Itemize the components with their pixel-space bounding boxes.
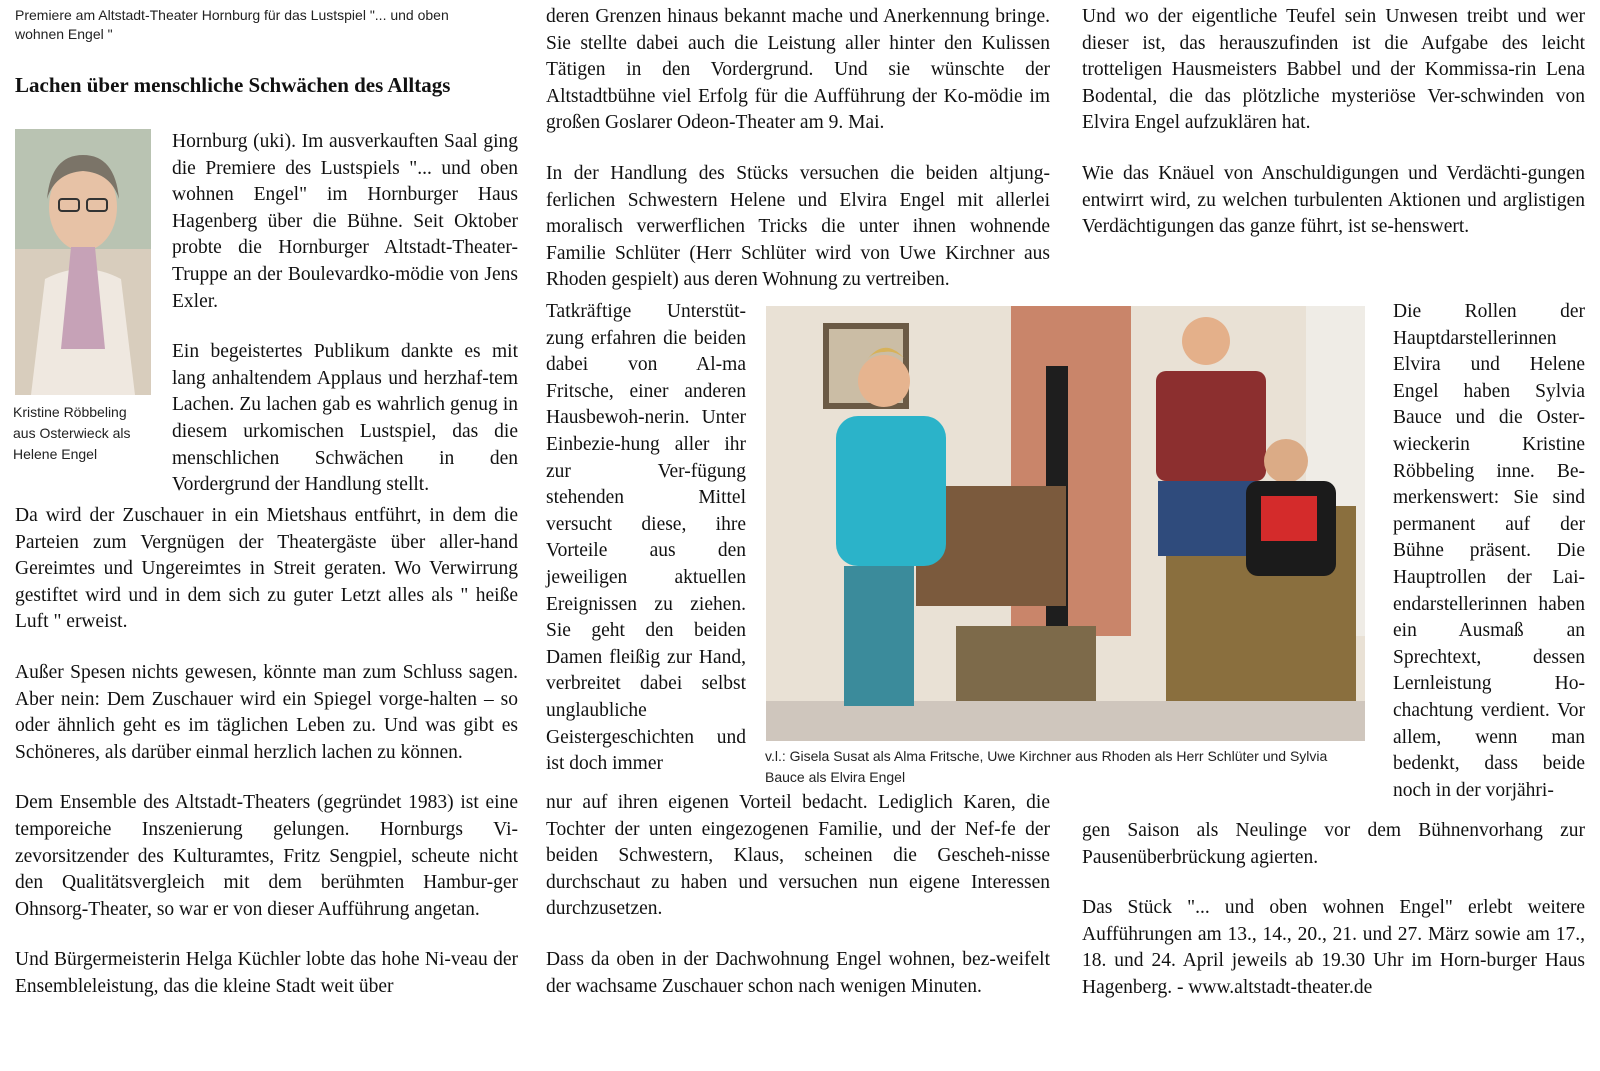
column-2-lower bbox=[546, 790, 1050, 1024]
column-3 bbox=[1082, 4, 1585, 241]
paragraph: Die Rollen der Hauptdarstellerinnen Elvira und Helene Engel haben Sylvia Bauce und die Oster-wieckerin Kristine Röbbeling inne. Be-merkenswert: Sie sind permanent auf der Bühne präsent. Die Hauptrollen der Lai-endarstellerinnen haben ein Ausmaß an Sprechtext, dessen Lernleistung Ho-chachtung verdient. Vor allem, wenn man bedenkt, dass beide noch in der vorjähri- bbox=[1393, 301, 1585, 801]
stage-scene-image bbox=[766, 306, 1365, 741]
portrait-photo bbox=[15, 129, 151, 395]
article-kicker: Premiere am Altstadt-Theater Hornburg für das Lustspiel "... und oben wohnen Engel " bbox=[15, 7, 449, 42]
paragraph: Dass da oben in der Dachwohnung Engel wohnen, bez-weifelt der wachsame Zuschauer schon nach wenigen Minuten. bbox=[546, 948, 1050, 997]
paragraph: Und wo der eigentliche Teufel sein Unwesen treibt und wer dieser ist, das herauszufinden ist die Aufgabe des leicht trotteligen Hausmeisters Babbel und der Kommissa-rin Lena Bodental, die das plötzliche mysteriöse Ver-schwinden von Elvira Engel aufzuklären hat. bbox=[1082, 6, 1585, 134]
paragraph: Außer Spesen nichts gewesen, könnte man zum Schluss sagen. Aber nein: Dem Zuschauer wird ein Spiegel vorge-halten – so oder ähnlich geht es im täglichen Leben zu. Und was gibt es Schöneres, als darüber einmal herzlich lachen zu können. bbox=[15, 661, 518, 763]
portrait-caption: Kristine Röbbeling aus Osterwieck als Helene Engel bbox=[13, 404, 131, 462]
column-3-lower bbox=[1082, 818, 1585, 1002]
photo-caption: v.l.: Gisela Susat als Alma Fritsche, Uwe Kirchner aus Rhoden als Herr Schlüter und Sylvia Bauce als Elvira Engel bbox=[765, 748, 1328, 785]
column-2-wrap bbox=[546, 299, 746, 778]
paragraph: Wie das Knäuel von Anschuldigungen und Verdächti-gungen entwirrt wird, zu welchen turbulenten Aktionen und arglistigen Verdächtigungen das ganze führt, ist se-henswert. bbox=[1082, 162, 1585, 238]
article-headline: Lachen über menschliche Schwächen des Alltags bbox=[15, 73, 451, 97]
paragraph: Und Bürgermeisterin Helga Küchler lobte das hohe Ni-veau der Ensembleleistung, das die kleine Stadt weit über bbox=[15, 949, 518, 997]
column-3-wrap bbox=[1393, 299, 1585, 804]
paragraph: Tatkräftige Unterstüt-zung erfahren die beiden dabei von Al-ma Fritsche, einer anderen Hausbewoh-nerin. Unter Einbezie-hung aller ihr zur Ver-fügung stehenden Mittel versucht diese, ihre Vorteile aus den jeweiligen aktuellen Ereignissen zu ziehen. Sie geht den beiden Damen fleißig zur Hand, verbreitet dabei selbst unglaubliche Geistergeschichten und ist doch immer bbox=[546, 301, 746, 775]
paragraph: Dem Ensemble des Altstadt-Theaters (gegründet 1983) ist eine temporeiche Inszenierung gelungen. Hornburgs Vi-zevorsitzender des Kulturamtes, Fritz Sengpiel, scheute nicht den Qualitätsvergleich mit dem berühmten Hambur-ger Ohnsorg-Theater, so war er von dieser Aufführung angetan. bbox=[15, 792, 518, 920]
paragraph: Da wird der Zuschauer in ein Mietshaus entführt, in dem die Parteien zum Vergnügen der Theatergäste über aller-hand Gereimtes und Ungereimtes in Streit geraten. Wo Verwirrung gestiftet wird und in dem sich zu guter Letzt alles als " heiße Luft " erweist. bbox=[15, 505, 518, 633]
column-2 bbox=[546, 4, 1050, 294]
portrait-figure-image bbox=[15, 129, 151, 395]
paragraph: In der Handlung des Stücks versuchen die beiden altjung-ferlichen Schwestern Helene und Elvira Engel mit allerlei moralisch verwerflichen Tricks die unter ihnen wohnende Familie Schlüter (Herr Schlüter wird von Uwe Kirchner aus Rhoden gespielt) aus deren Wohnung zu vertreiben. bbox=[546, 162, 1050, 291]
column-1 bbox=[172, 129, 518, 499]
paragraph: Ein begeistertes Publikum dankte es mit lang anhaltendem Applaus und herzhaf-tem Lachen. Zu lachen gab es wahrlich genug in diesem urkomischen Lustspiel, das die menschlichen Schwächen in den Vordergrund der Handlung stellt. bbox=[172, 341, 518, 496]
paragraph: Das Stück "... und oben wohnen Engel" erlebt weitere Aufführungen am 13., 14., 20., 21. und 27. März sowie am 17., 18. und 24. April jeweils ab 19.30 Uhr im Horn-burger Haus Hagenberg. - www.altstadt-theater.de bbox=[1082, 897, 1585, 998]
paragraph: deren Grenzen hinaus bekannt mache und Anerkennung bringe. Sie stellte dabei auch die Leistung aller hinter den Kulissen Tätigen in den Vordergrund. Und sie wünschte der Altstadtbühne viel Erfolg für die Aufführung der Ko-mödie im großen Goslarer Odeon-Theater am 9. Mai. bbox=[546, 6, 1050, 134]
paragraph: gen Saison als Neulinge vor dem Bühnenvorhang zur Pausenüberbrückung agierten. bbox=[1082, 820, 1585, 868]
stage-photo bbox=[766, 306, 1365, 741]
column-1-lower bbox=[15, 503, 518, 1025]
paragraph: Hornburg (uki). Im ausverkauften Saal ging die Premiere des Lustspiels "... und oben wohnen Engel" im Hornburger Haus Hagenberg über die Bühne. Seit Oktober probte die Hornburger Altstadt-Theater-Truppe an der Boulevardko-mödie von Jens Exler. bbox=[172, 131, 518, 312]
paragraph: nur auf ihren eigenen Vorteil bedacht. Lediglich Karen, die Tochter der unten eingezogenen Familie, und der Nef-fe der beiden Schwestern, Klaus, scheinen die Gescheh-nisse durchschaut zu haben und versuchen nun eigene Interessen durchzusetzen. bbox=[546, 792, 1050, 920]
